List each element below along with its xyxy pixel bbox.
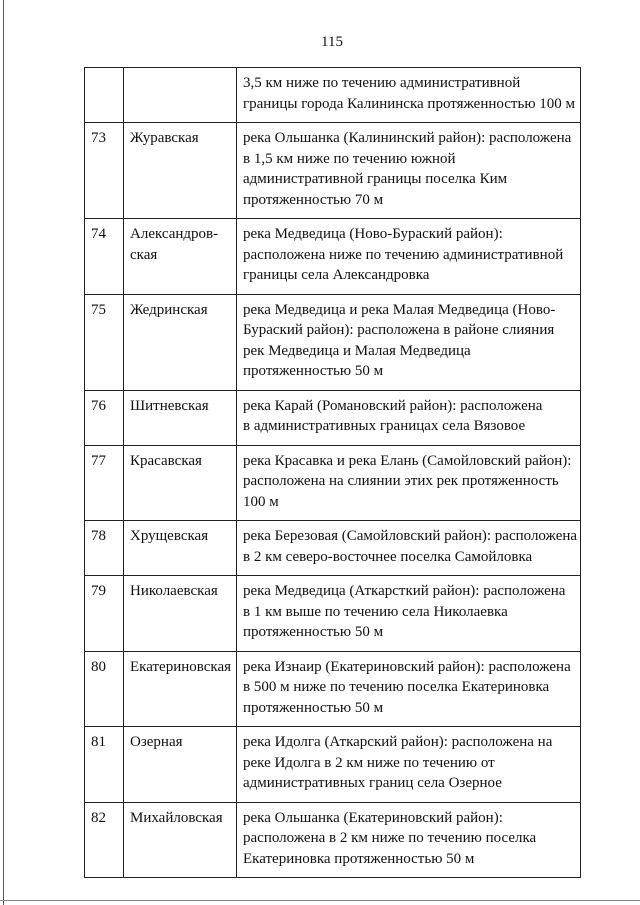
- table-row: [85, 294, 581, 390]
- reserve-name: Журавская: [124, 123, 237, 219]
- reserve-name: Жедринская: [124, 294, 237, 390]
- row-number: 77: [85, 445, 124, 521]
- row-number: 81: [85, 727, 124, 803]
- reserve-name: Николаевская: [124, 576, 237, 652]
- table-row: [85, 651, 581, 727]
- reserve-name: Михайловская: [124, 802, 237, 878]
- table-row: [85, 576, 581, 652]
- row-number: 75: [85, 294, 124, 390]
- table-row: [85, 68, 581, 123]
- row-number: 74: [85, 219, 124, 295]
- reserve-description: река Медведица (Аткарсткий район): расположена в 1 км выше по течению села Николаевка протяженностью 50 м: [237, 576, 581, 652]
- row-number: 78: [85, 521, 124, 576]
- row-number: 80: [85, 651, 124, 727]
- reserve-description: река Карай (Романовский район): расположена в административных границах села Вязовое: [237, 390, 581, 445]
- reserve-description: река Изнаир (Екатериновский район): расположена в 500 м ниже по течению поселка Екатериновка протяженностью 50 м: [237, 651, 581, 727]
- row-number: 82: [85, 802, 124, 878]
- reserve-description: река Медведица и река Малая Медведица (Ново- Бураский район): расположена в районе слияния рек Медведица и Малая Медведица протяженностью 50 м: [237, 294, 581, 390]
- reserve-name: Шитневская: [124, 390, 237, 445]
- table-row: [85, 123, 581, 219]
- table-row: [85, 219, 581, 295]
- reserve-description: река Идолга (Аткарский район): расположена на реке Идолга в 2 км ниже по течению от административных границ села Озерное: [237, 727, 581, 803]
- reserve-description: река Ольшанка (Екатериновский район): расположена в 2 км ниже по течению поселка Екатериновка протяженностью 50 м: [237, 802, 581, 878]
- row-number: 79: [85, 576, 124, 652]
- page-left-edge: [3, 0, 4, 905]
- row-number: 73: [85, 123, 124, 219]
- reserve-description: река Медведица (Ново-Бураский район): расположена ниже по течению административной границы села Александровка: [237, 219, 581, 295]
- reserve-name: Озерная: [124, 727, 237, 803]
- reserve-name: [124, 68, 237, 123]
- reserve-name: Красавская: [124, 445, 237, 521]
- reserve-description: река Красавка и река Елань (Самойловский район): расположена на слиянии этих рек протяженность 100 м: [237, 445, 581, 521]
- table-row: [85, 521, 581, 576]
- page-bottom-edge: [0, 900, 640, 901]
- reserve-name: Екатериновская: [124, 651, 237, 727]
- table-row: [85, 390, 581, 445]
- table-row: [85, 802, 581, 878]
- table-body: [85, 68, 581, 878]
- reserves-table: [84, 67, 581, 878]
- table-row: [85, 727, 581, 803]
- reserve-description: река Березовая (Самойловский район): расположена в 2 км северо-восточнее поселка Самойловка: [237, 521, 581, 576]
- table-row: [85, 445, 581, 521]
- reserve-description: река Ольшанка (Калининский район): расположена в 1,5 км ниже по течению южной административной границы поселка Ким протяженностью 70 м: [237, 123, 581, 219]
- page-number: 115: [321, 34, 343, 50]
- row-number: [85, 68, 124, 123]
- reserve-name: Александров- ская: [124, 219, 237, 295]
- reserve-name: Хрущевская: [124, 521, 237, 576]
- row-number: 76: [85, 390, 124, 445]
- reserve-description: 3,5 км ниже по течению административной границы города Калининска протяженностью 100 м: [237, 68, 581, 123]
